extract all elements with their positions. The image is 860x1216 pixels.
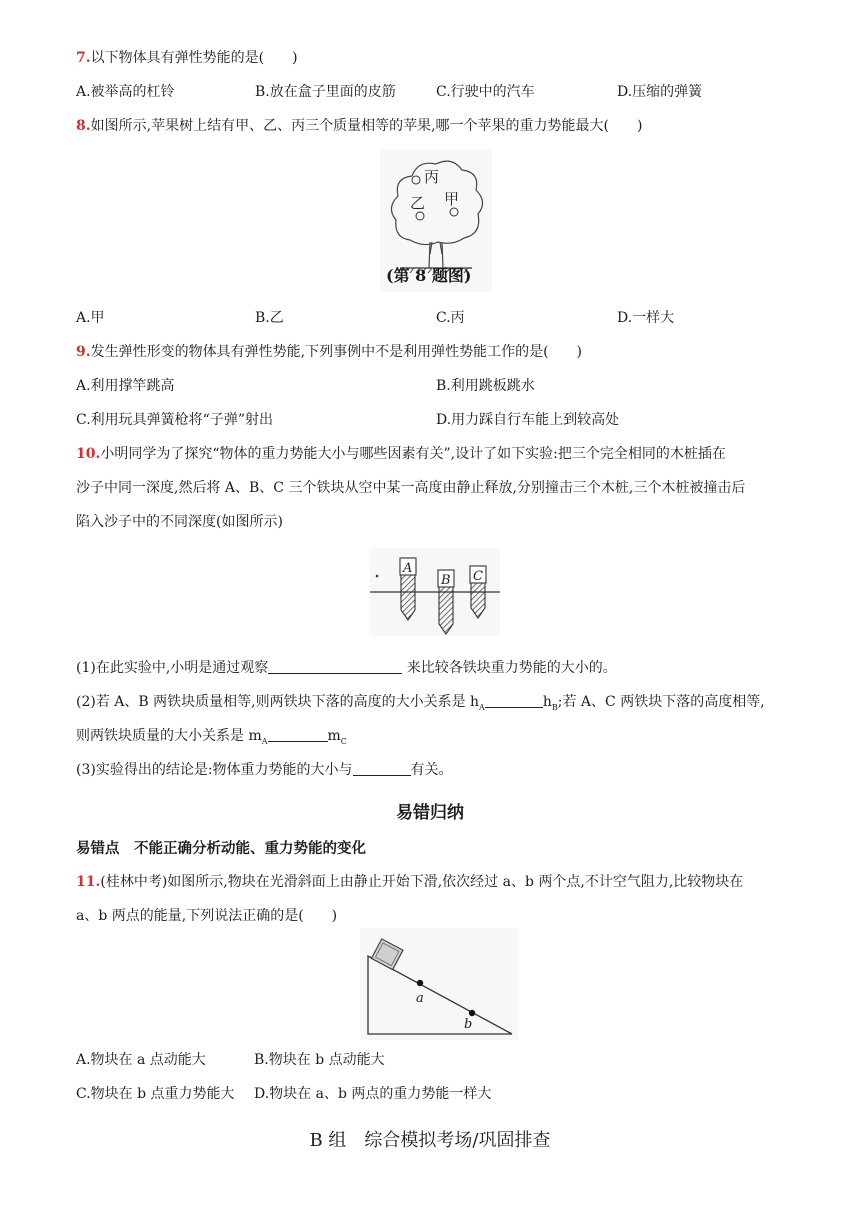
q11-stem-1: (桂林中考)如图所示,物块在光滑斜面上由静止开始下滑,依次经过 a、b 两个点,不计空气阻力,比较物块在 xyxy=(100,874,744,890)
section-title: 易错归纳 xyxy=(396,803,464,823)
q11-option-c: C.物块在 b 点重力势能大 xyxy=(76,1086,235,1102)
q10-stem-1: 小明同学为了探究“物体的重力势能大小与哪些因素有关”,设计了如下实验:把三个完全相同的木桩插在 xyxy=(100,446,726,462)
q7-option-d: D.压缩的弹簧 xyxy=(617,84,703,100)
q7-option-a: A.被举高的杠铃 xyxy=(76,84,175,100)
q7-stem: 以下物体具有弹性势能的是( ) xyxy=(90,50,298,66)
q10-label-c: C xyxy=(473,569,483,584)
q11-label-b: b xyxy=(464,1017,473,1032)
q8-stem-line xyxy=(76,116,642,136)
q7-option-c: C.行驶中的汽车 xyxy=(436,84,535,100)
q8-option-c: C.丙 xyxy=(436,310,465,326)
q7-stem-line xyxy=(76,48,298,68)
q9-stem: 发生弹性形变的物体具有弹性势能,下列事例中不是利用弹性势能工作的是( ) xyxy=(90,344,582,360)
q10-stakes-figure xyxy=(370,548,500,636)
error-point-heading: 易错点 不能正确分析动能、重力势能的变化 xyxy=(76,841,366,857)
q9-option-b: B.利用跳板跳水 xyxy=(436,378,535,394)
q8-option-d: D.一样大 xyxy=(617,310,675,326)
q9-number: 9. xyxy=(76,344,91,360)
q10-sub3-blank[interactable] xyxy=(353,761,411,776)
q7-option-b: B.放在盒子里面的皮筋 xyxy=(255,84,396,100)
q10-sub2-blank-2[interactable] xyxy=(268,727,328,742)
q10-sub2-line-2: 则两铁块质量的大小关系是 $m_A$ $m_C$ xyxy=(76,728,347,746)
q8-label-yi: 乙 xyxy=(410,194,426,212)
q8-label-jia: 甲 xyxy=(444,190,460,208)
q10-label-a: A xyxy=(403,561,413,576)
q9-option-a: A.利用撑竿跳高 xyxy=(76,378,175,394)
q11-label-a: a xyxy=(416,991,424,1006)
q10-sub2-blank-1[interactable] xyxy=(485,693,543,708)
q11-incline-figure xyxy=(360,928,518,1040)
q10-sub1-blank[interactable] xyxy=(268,659,402,674)
q10-sub3: (3)实验得出的结论是:物体重力势能的大小与 有关。 xyxy=(76,762,453,778)
q10-number: 10. xyxy=(76,446,101,462)
q10-label-b: B xyxy=(441,573,451,588)
q10-sub1: (1)在此实验中,小明是通过观察 来比较各铁块重力势能的大小的。 xyxy=(76,660,617,676)
group-title: B 组 综合模拟考场/巩固排查 xyxy=(309,1130,551,1151)
q11-option-d: D.物块在 a、b 两点的重力势能一样大 xyxy=(254,1086,492,1102)
q11-number: 11. xyxy=(76,874,101,890)
q10-stem-line-2: 沙子中同一深度,然后将 A、B、C 三个铁块从空中某一高度由静止释放,分别撞击三个木桩,三个木桩被撞击后 xyxy=(76,480,746,496)
q10-stem-line-3: 陷入沙子中的不同深度(如图所示) xyxy=(76,514,283,530)
q8-label-bing: 丙 xyxy=(424,168,440,186)
q9-stem-line xyxy=(76,342,582,362)
q11-option-b: B.物块在 b 点动能大 xyxy=(254,1052,385,1068)
q10-sub2-line-1: (2)若 A、B 两铁块质量相等,则两铁块下落的高度的大小关系是 $h_A$ $h_B$;若 A、C 两铁块下落的高度相等, xyxy=(76,694,765,712)
q8-figure-caption: (第 8 题图) xyxy=(386,266,472,285)
q11-option-a: A.物块在 a 点动能大 xyxy=(76,1052,206,1068)
q11-stem-line-1 xyxy=(76,872,743,892)
q7-number: 7. xyxy=(76,50,91,66)
q10-stem-line-1 xyxy=(76,444,726,464)
q8-number: 8. xyxy=(76,118,91,134)
q8-stem: 如图所示,苹果树上结有甲、乙、丙三个质量相等的苹果,哪一个苹果的重力势能最大( ) xyxy=(90,118,643,134)
q8-option-b: B.乙 xyxy=(255,310,284,326)
q8-option-a: A.甲 xyxy=(76,310,105,326)
q11-stem-line-2: a、b 两点的能量,下列说法正确的是( ) xyxy=(76,908,338,924)
q9-option-c: C.利用玩具弹簧枪将“子弹”射出 xyxy=(76,412,273,428)
q9-option-d: D.用力踩自行车能上到较高处 xyxy=(436,412,620,428)
